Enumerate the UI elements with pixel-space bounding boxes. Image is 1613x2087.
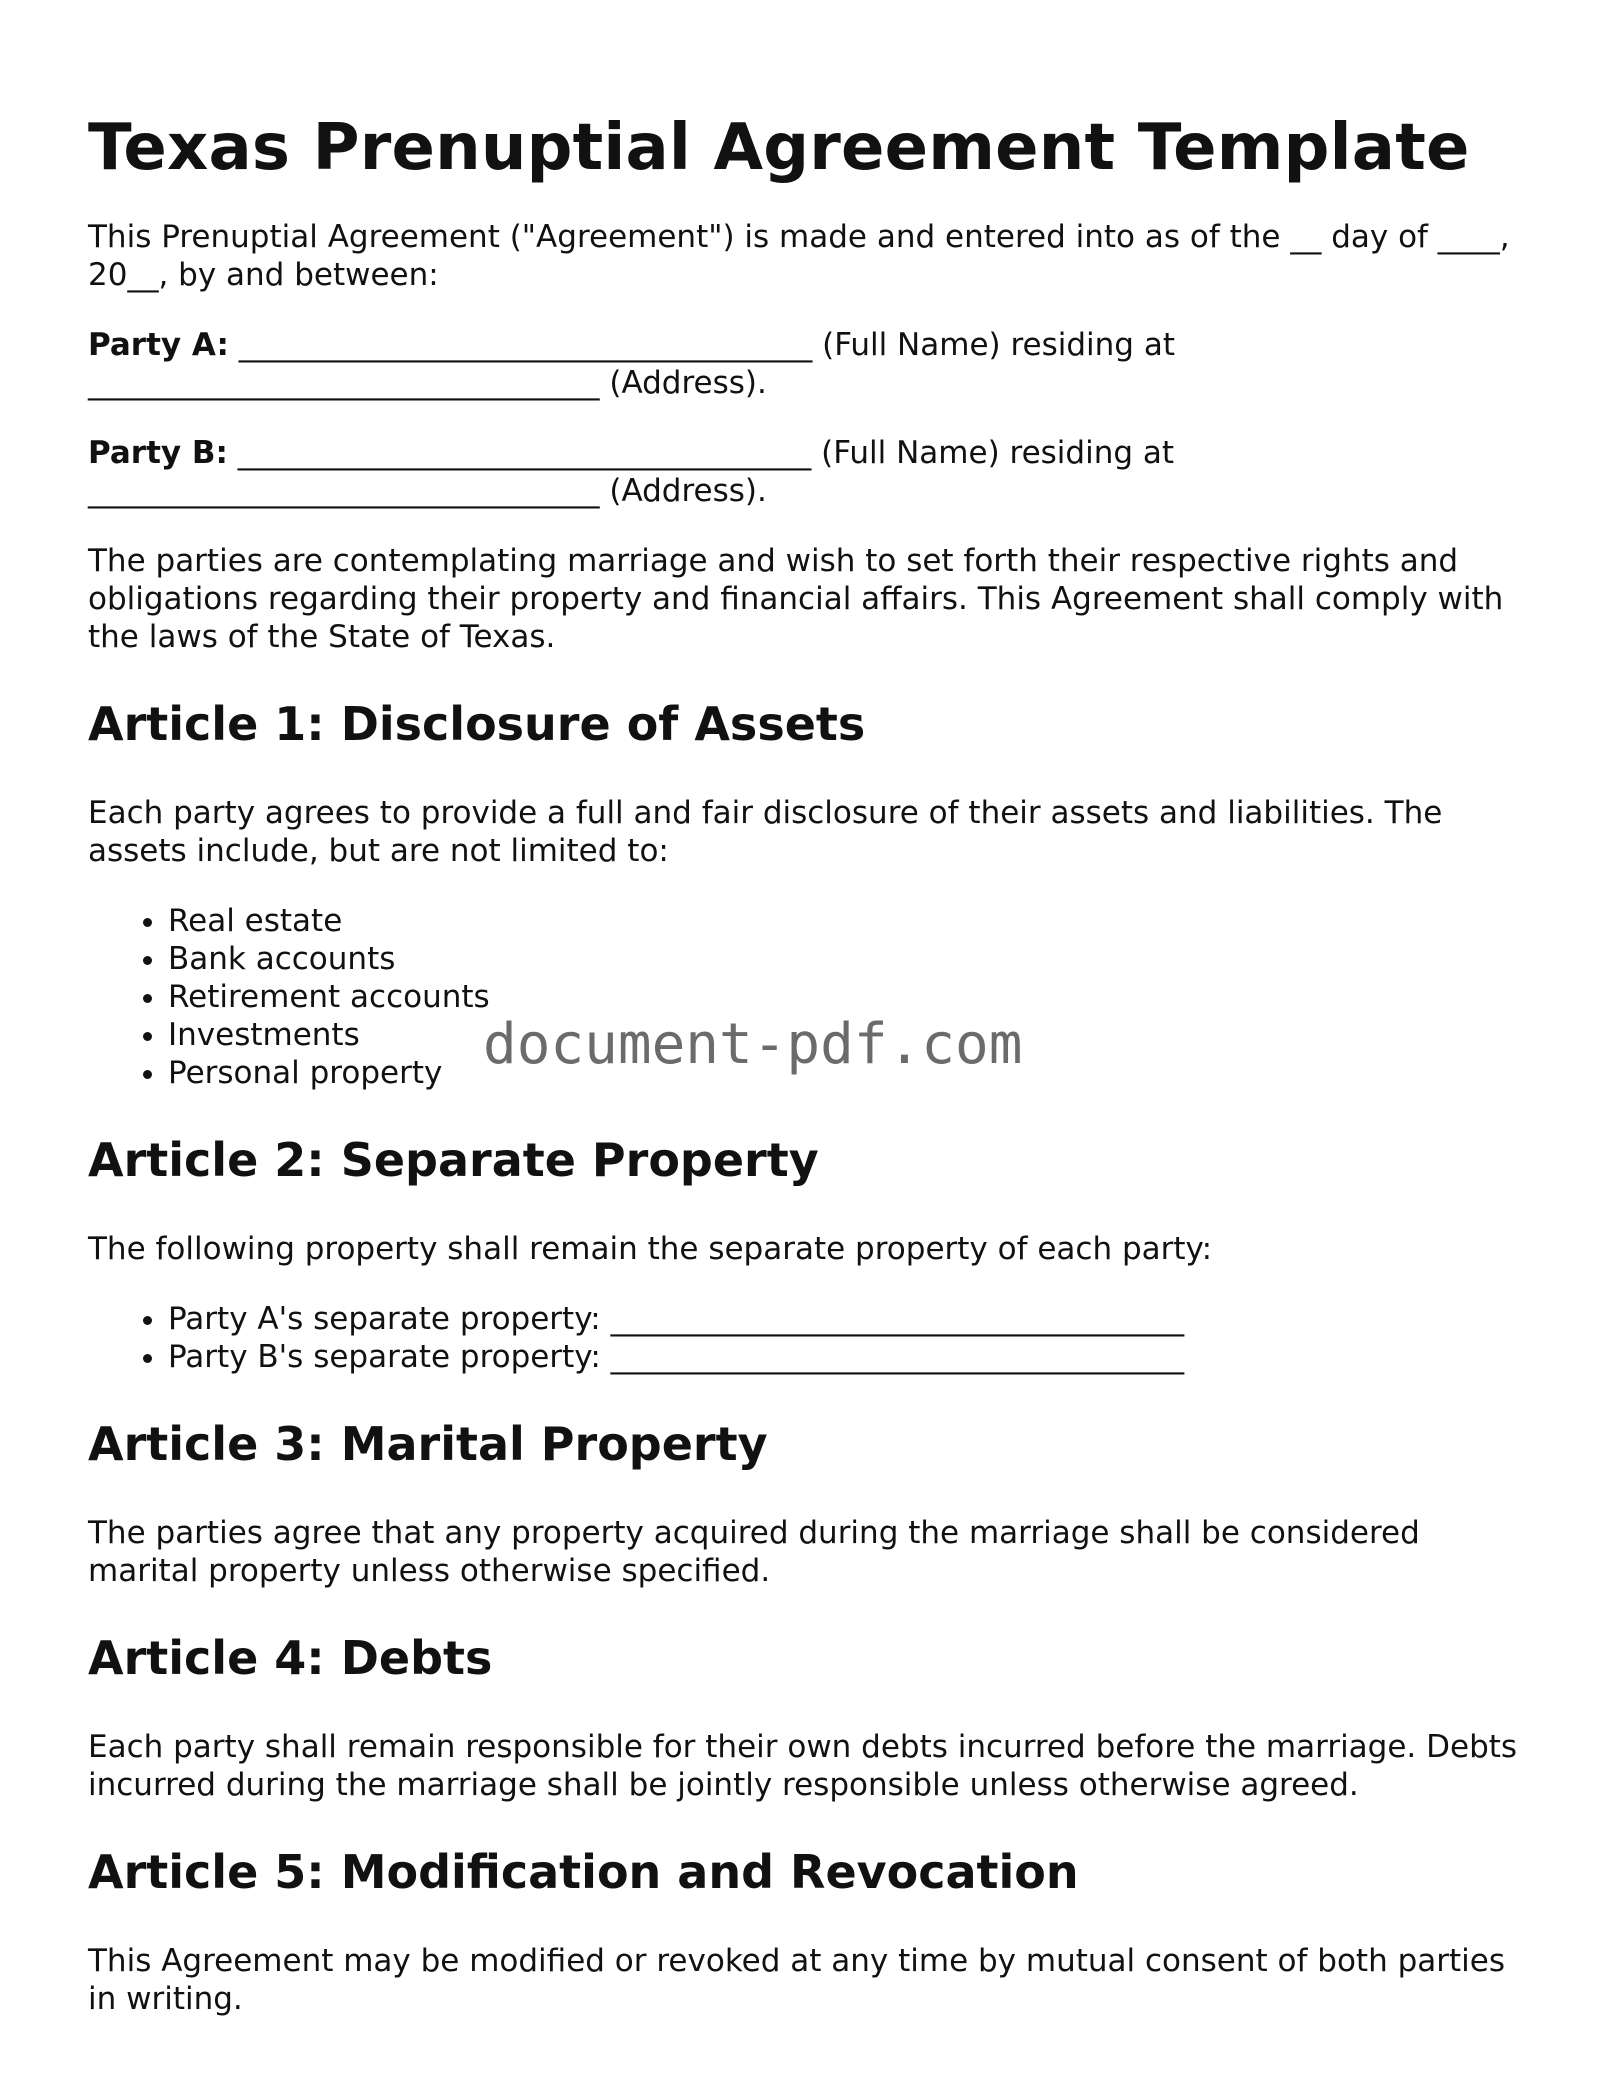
page-title: Texas Prenuptial Agreement Template xyxy=(88,111,1470,185)
party-a-label: Party A: xyxy=(88,327,229,363)
article-5-heading: Article 5: Modification and Revocation xyxy=(88,1845,1079,1899)
list-item: • Investments xyxy=(168,1016,1528,1054)
article-1-body: Each party agrees to provide a full and fair disclosure of their assets and liabilities. The assets include, but are not limited to: xyxy=(88,795,1443,869)
watermark: document-pdf.com xyxy=(483,1012,1023,1077)
intro-paragraph: This Prenuptial Agreement ("Agreement") is made and entered into as of the __ day of ____, 20__, by and between: xyxy=(88,219,1510,293)
article-4-heading: Article 4: Debts xyxy=(88,1631,493,1685)
preamble-paragraph: The parties are contemplating marriage and wish to set forth their respective rights and obligations regarding their property and financial affairs. This Agreement shall comply with the laws of the State of Texas. xyxy=(88,543,1504,655)
party-b-line xyxy=(88,434,1528,510)
party-a-line xyxy=(88,326,1528,402)
article-2-body: The following property shall remain the separate property of each party: xyxy=(88,1231,1213,1267)
article-3-body: The parties agree that any property acquired during the marriage shall be considered marital property unless otherwise specified. xyxy=(88,1515,1420,1589)
list-item: • Real estate xyxy=(168,902,1528,940)
list-item: • Party A's separate property: _____________________________________ xyxy=(168,1300,1528,1338)
party-a-text: _____________________________________ (Full Name) residing at _________________________________ (Address). xyxy=(88,327,1175,401)
article-5-body: This Agreement may be modified or revoked at any time by mutual consent of both parties in writing. xyxy=(88,1943,1505,2017)
article-3-heading: Article 3: Marital Property xyxy=(88,1417,768,1471)
list-item: • Personal property xyxy=(168,1054,1528,1092)
list-item: • Bank accounts xyxy=(168,940,1528,978)
article-1-heading: Article 1: Disclosure of Assets xyxy=(88,697,866,751)
party-b-label: Party B: xyxy=(88,435,228,471)
list-item: • Party B's separate property: _____________________________________ xyxy=(168,1338,1528,1376)
party-b-text: _____________________________________ (Full Name) residing at _________________________________ (Address). xyxy=(88,435,1175,509)
list-item: • Retirement accounts xyxy=(168,978,1528,1016)
article-2-heading: Article 2: Separate Property xyxy=(88,1133,819,1187)
article-4-body: Each party shall remain responsible for their own debts incurred before the marriage. Debts incurred during the marriage shall be jointly responsible unless otherwise agreed. xyxy=(88,1729,1518,1803)
separate-property-list xyxy=(88,1300,1528,1376)
